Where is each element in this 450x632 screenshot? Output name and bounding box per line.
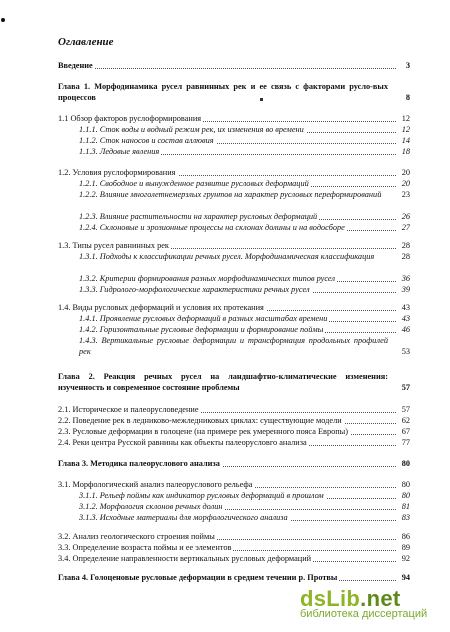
toc-entry-1-3[interactable]: 1.3. Типы русел равнинных рек 28 [58,241,410,250]
toc-entry-1-1[interactable]: 1.1 Обзор факторов руслоформирования 12 [58,114,410,123]
toc-entry-1-4-1[interactable]: 1.4.1. Проявление русловых деформаций в разных масштабах времени 43 [79,314,410,323]
toc-entry-1-2-3[interactable]: 1.2.3. Влияние растительности на характер русловых деформаций 26 [79,212,410,221]
toc-entry-1-2-1[interactable]: 1.2.1. Свободное и вынужденное развитие русловых деформаций 20 [79,179,410,188]
toc-entry-1-1-3[interactable]: 1.1.3. Ледовые явления 18 [79,147,410,156]
toc-page-1-3-1: 28 [401,252,410,261]
toc-entry-1-1-2[interactable]: 1.1.2. Сток наносов и состав аллювия 14 [79,136,410,145]
toc-entry-intro[interactable]: Введение 3 [58,61,410,70]
toc-entry-2-2[interactable]: 2.2. Поведение рек в ледниково-межледниковых циклах: существующие модели 62 [58,416,410,425]
toc-entry-1-3-2[interactable]: 1.3.2. Критерии формирования разных морфодинамических типов русел 36 [79,274,410,283]
toc-entry-chapter-2[interactable]: Глава 2. Реакция речных русел на ландшафтно-климатические изменения: изученность и современное состояние проблемы [58,372,388,392]
toc-page-1-2-2: 23 [401,190,410,199]
toc-entry-1-2[interactable]: 1.2. Условия руслоформирования 20 [58,168,410,177]
toc-entry-chapter-4[interactable]: Глава 4. Голоценовые русловые деформации в среднем течении р. Протвы 94 [58,573,410,582]
toc-entry-1-3-1[interactable]: 1.3.1. Подходы к классификации речных русел. Морфодинамическая классификация [79,252,375,261]
toc-page-1-4-3: 53 [401,347,410,356]
toc-entry-1-4-2[interactable]: 1.4.2. Горизонтальные русловые деформации и формирование поймы 46 [79,325,410,334]
toc-page-chapter-2: 57 [401,383,410,392]
toc-entry-chapter-3[interactable]: Глава 3. Методика палеоруслового анализа 80 [58,459,410,468]
toc-heading: Оглавление [58,36,114,48]
dslib-subtitle: библиотека диссертаций [300,608,428,620]
toc-entry-3-3[interactable]: 3.3. Определение возраста поймы и ее элементов 89 [58,543,410,552]
toc-entry-3-1-2[interactable]: 3.1.2. Морфология склонов речных долин 81 [79,502,410,511]
toc-page-chapter-1: 8 [405,93,410,102]
toc-entry-1-2-2[interactable]: 1.2.2. Влияние многолетнемерзлых грунтов на характер русловых переформирований [79,190,382,199]
toc-entry-3-1-3[interactable]: 3.1.3. Исходные материалы для морфологического анализа 83 [79,513,410,522]
toc-entry-1-2-4[interactable]: 1.2.4. Склоновые и эрозионные процессы на склонах долины и на водосборе 27 [79,223,410,232]
toc-entry-3-2[interactable]: 3.2. Анализ геологического строения поймы 86 [58,532,410,541]
toc-entry-1-4-3[interactable]: 1.4.3. Вертикальные русловые деформации и трансформация продольных профилей рек [79,336,388,356]
toc-entry-2-3[interactable]: 2.3. Русловые деформации в голоцене (на примере рек умеренного пояса Европы) 67 [58,427,410,436]
dslib-logo: dsLib.net [300,586,401,611]
dslib-watermark[interactable] [300,586,427,620]
toc-entry-3-1-1[interactable]: 3.1.1. Рельеф поймы как индикатор русловых деформаций в прошлом 80 [79,491,410,500]
margin-dot [1,18,5,22]
toc-entry-chapter-1[interactable]: Глава 1. Морфодинамика русел равнинных рек и ее связь с факторами русло-вых процессов [58,82,388,102]
toc-entry-2-4[interactable]: 2.4. Реки центра Русской равнины как объекты палеорусловго анализа 77 [58,438,410,447]
toc-entry-3-4[interactable]: 3.4. Определение направленности вертикальных русловых деформаций 92 [58,554,410,563]
toc-entry-1-3-3[interactable]: 1.3.3. Гидролого-морфологические характеристики речных русел 39 [79,285,410,294]
toc-entry-3-1[interactable]: 3.1. Морфологический анализ палеоруслового рельефа 80 [58,480,410,489]
toc-entry-1-1-1[interactable]: 1.1.1. Сток воды и водный режим рек, их изменения во времени 12 [79,125,410,134]
toc-entry-2-1[interactable]: 2.1. Историческое и палеорусловедение 57 [58,405,410,414]
toc-entry-1-4[interactable]: 1.4. Виды русловых деформаций и условия их протекания 43 [58,303,410,312]
